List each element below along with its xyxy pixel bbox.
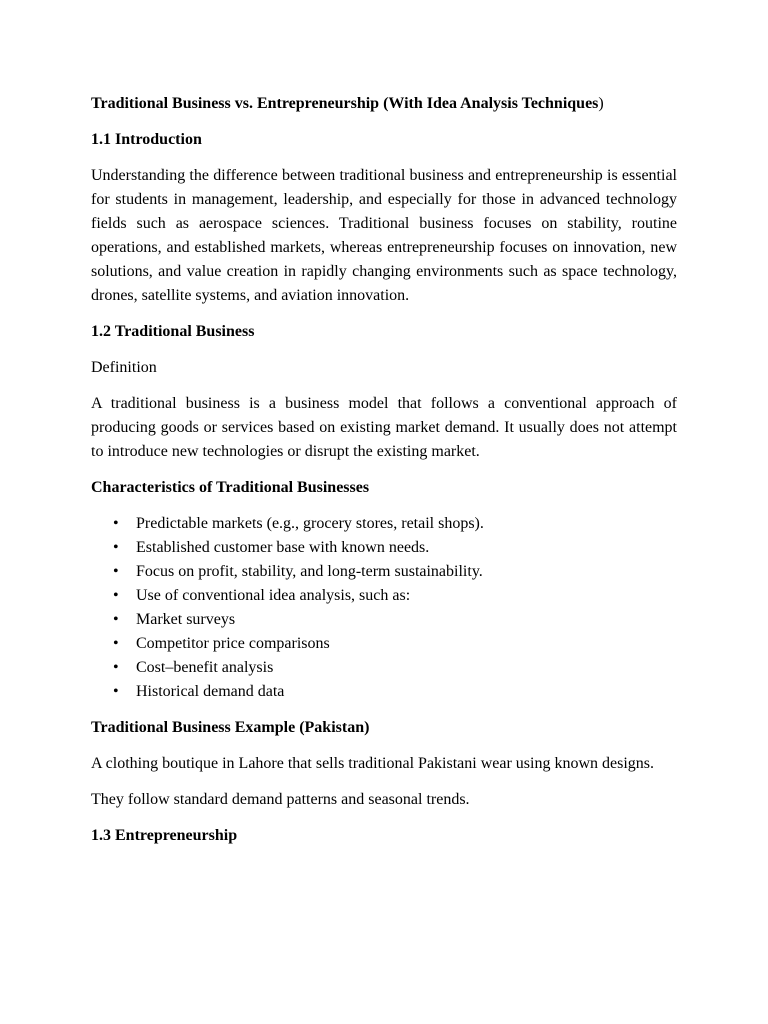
document-title — [91, 92, 677, 116]
document-title-text: Traditional Business vs. Entrepreneurship (With Idea Analysis Techniques — [91, 95, 599, 112]
list-item-text: Use of conventional idea analysis, such as: — [136, 587, 411, 604]
list-item-text: Focus on profit, stability, and long-term sustainability. — [136, 563, 483, 580]
example-heading: Traditional Business Example (Pakistan) — [91, 719, 370, 736]
definition-label: Definition — [91, 359, 157, 376]
intro-paragraph: Understanding the difference between traditional business and entrepreneurship is essential for students in management, leadership, and especially for those in advanced technology fields such as aerospace sciences. Traditional business focuses on stability, routine operations, and established markets, whereas entrepreneurship focuses on innovation, new solutions, and value creation in rapidly changing environments such as space technology, drones, satellite systems, and aviation innovation. — [91, 167, 677, 304]
list-item — [91, 512, 677, 536]
bullet-icon: • — [113, 587, 119, 604]
section-heading-traditional: 1.2 Traditional Business — [91, 323, 255, 340]
list-item-text: Market surveys — [136, 611, 236, 628]
list-item — [91, 656, 677, 680]
list-item — [91, 608, 677, 632]
bullet-icon: • — [113, 659, 119, 676]
list-item — [91, 536, 677, 560]
characteristics-list — [91, 512, 677, 704]
bullet-icon: • — [113, 539, 119, 556]
section-heading-entrepreneurship: 1.3 Entrepreneurship — [91, 827, 238, 844]
list-item-text: Established customer base with known needs. — [136, 539, 430, 556]
section-heading-intro: 1.1 Introduction — [91, 131, 202, 148]
list-item — [91, 584, 677, 608]
list-item — [91, 560, 677, 584]
list-item-text: Predictable markets (e.g., grocery stores, retail shops). — [136, 515, 484, 532]
bullet-icon: • — [113, 611, 119, 628]
bullet-icon: • — [113, 515, 119, 532]
list-item — [91, 680, 677, 704]
document-title-close: ) — [598, 95, 604, 112]
example-paragraph: A clothing boutique in Lahore that sells traditional Pakistani wear using known designs. — [91, 755, 655, 772]
list-item-text: Cost–benefit analysis — [136, 659, 274, 676]
list-item-text: Historical demand data — [136, 683, 285, 700]
bullet-icon: • — [113, 563, 119, 580]
document-page — [91, 92, 677, 860]
example-note: They follow standard demand patterns and seasonal trends. — [91, 791, 470, 808]
bullet-icon: • — [113, 683, 119, 700]
definition-paragraph: A traditional business is a business model that follows a conventional approach of producing goods or services based on existing market demand. It usually does not attempt to introduce new technologies or disrupt the existing market. — [91, 395, 677, 460]
bullet-icon: • — [113, 635, 119, 652]
list-item-text: Competitor price comparisons — [136, 635, 330, 652]
list-item — [91, 632, 677, 656]
characteristics-heading: Characteristics of Traditional Businesses — [91, 479, 370, 496]
